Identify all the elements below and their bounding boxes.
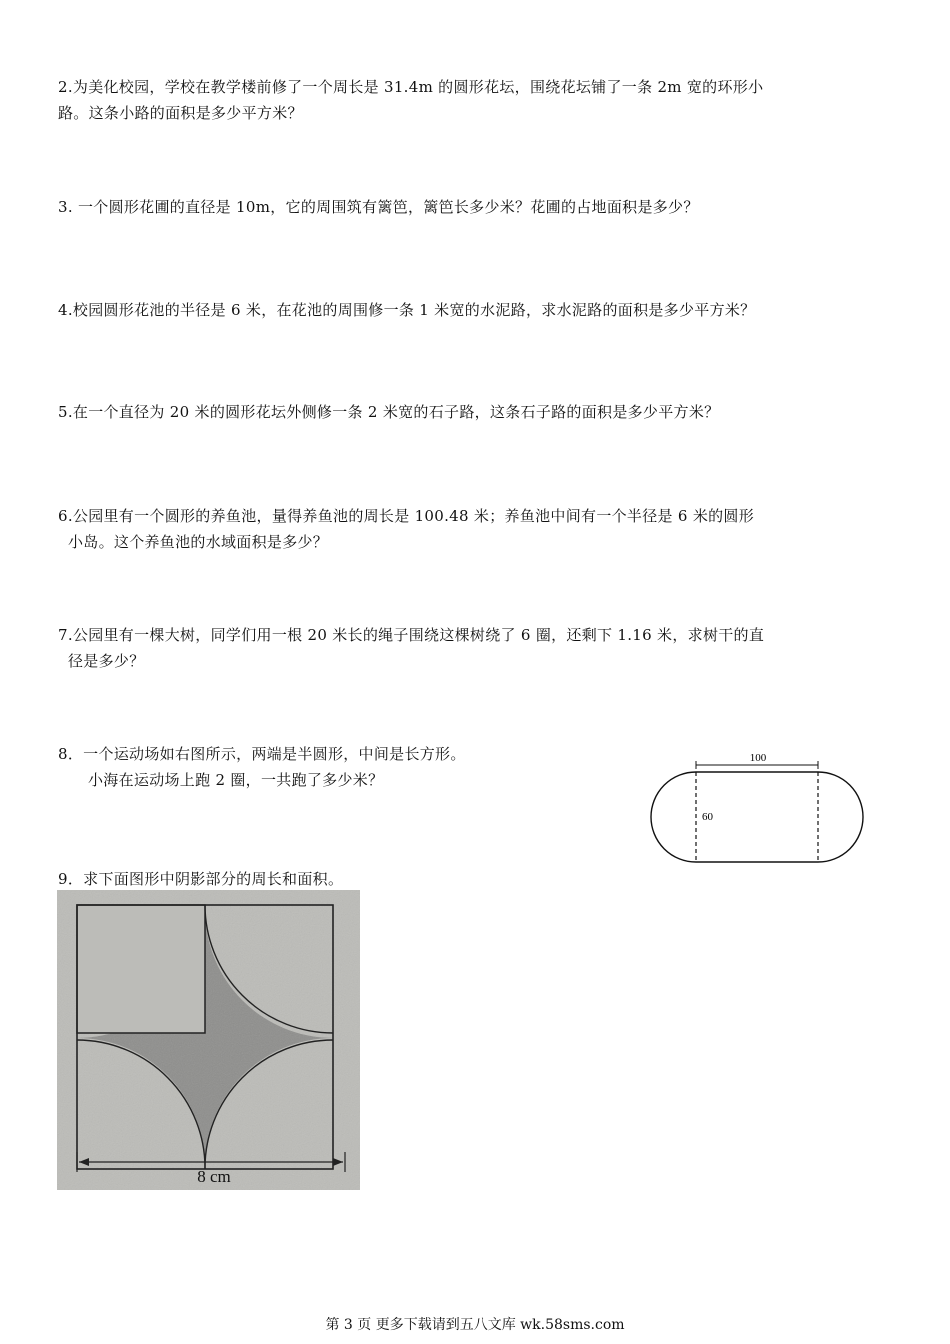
question-2-line-2: 路。这条小路的面积是多少平方米？ bbox=[58, 104, 303, 122]
question-9 bbox=[58, 866, 920, 892]
question-3 bbox=[58, 194, 920, 220]
question-6-line-2: 小岛。这个养鱼池的水域面积是多少？ bbox=[68, 533, 329, 551]
question-7 bbox=[58, 622, 920, 674]
question-7-line-2: 径是多少？ bbox=[68, 652, 145, 670]
track-figure bbox=[648, 748, 864, 870]
question-2 bbox=[58, 74, 920, 126]
dimension-label: 8 cm bbox=[197, 1167, 231, 1186]
question-7-line-1: 7.公园里有一棵大树，同学们用一根 20 米长的绳子围绕这棵树绕了 6 圈，还剩下 1.16 米，求树干的直 bbox=[58, 626, 765, 644]
question-4 bbox=[58, 297, 920, 323]
question-8 bbox=[58, 741, 618, 793]
question-5-text: 5.在一个直径为 20 米的圆形花坛外侧修一条 2 米宽的石子路，这条石子路的面积是多少平方米？ bbox=[58, 403, 720, 421]
track-outline bbox=[651, 772, 863, 862]
question-6 bbox=[58, 503, 920, 555]
question-8-line-1: 8．一个运动场如右图所示，两端是半圆形，中间是长方形。 bbox=[58, 745, 466, 763]
question-8-line-2: 小海在运动场上跑 2 圈，一共跑了多少米？ bbox=[88, 771, 384, 789]
question-2-line-1: 2.为美化校园，学校在教学楼前修了一个周长是 31.4m 的圆形花坛，围绕花坛铺了一条 2m 宽的环形小 bbox=[58, 78, 764, 96]
question-6-line-1: 6.公园里有一个圆形的养鱼池，量得养鱼池的周长是 100.48 米；养鱼池中间有一个半径是 6 米的圆形 bbox=[58, 507, 755, 525]
track-width-label: 60 bbox=[702, 811, 713, 823]
question-9-text: 9．求下面图形中阴影部分的周长和面积。 bbox=[58, 870, 344, 888]
question-4-text: 4.校园圆形花池的半径是 6 米，在花池的周围修一条 1 米宽的水泥路，求水泥路的面积是多少平方米？ bbox=[58, 301, 756, 319]
track-length-label: 100 bbox=[749, 752, 767, 764]
shaded-figure-photo bbox=[57, 890, 360, 1190]
page-footer: 第 3 页 更多下载请到五八文库 wk.58sms.com bbox=[325, 1317, 625, 1333]
question-5 bbox=[58, 399, 920, 425]
small-square bbox=[77, 905, 205, 1033]
question-3-text: 3. 一个圆形花圃的直径是 10m，它的周围筑有篱笆，篱笆长多少米？花圃的占地面积是多少？ bbox=[58, 198, 699, 216]
